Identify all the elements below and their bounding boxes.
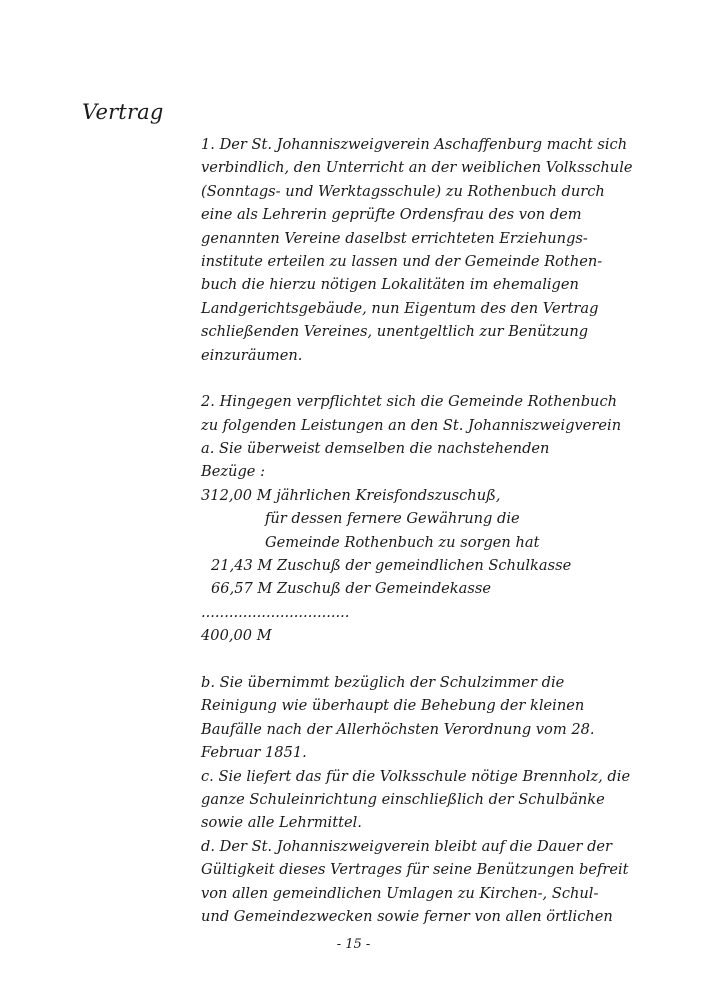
text-line: für dessen fernere Gewährung die xyxy=(265,510,520,528)
text-line: 66,57 M Zuschuß der Gemeindekasse xyxy=(211,580,491,598)
text-line: von allen gemeindlichen Umlagen zu Kirchen-, Schul- xyxy=(201,884,599,902)
text-line: buch die hierzu nötigen Lokalitäten im ehemaligen xyxy=(201,276,579,294)
text-line: (Sonntags- und Werktagsschule) zu Rothenbuch durch xyxy=(201,182,605,200)
text-line: 21,43 M Zuschuß der gemeindlichen Schulkasse xyxy=(211,557,572,575)
text-line: ................................ xyxy=(201,603,350,621)
text-line: genannten Vereine daselbst errichteten Erziehungs- xyxy=(201,229,588,247)
document-title: Vertrag xyxy=(82,100,164,124)
text-line: b. Sie übernimmt bezüglich der Schulzimmer die xyxy=(201,673,565,691)
text-line: zu folgenden Leistungen an den St. Johanniszweigverein xyxy=(201,416,622,434)
text-line: Reinigung wie überhaupt die Behebung der kleinen xyxy=(201,697,585,715)
text-line: eine als Lehrerin geprüfte Ordensfrau des von dem xyxy=(201,206,582,224)
text-line: einzuräumen. xyxy=(201,346,303,364)
text-line: 400,00 M xyxy=(201,627,272,645)
text-line: sowie alle Lehrmittel. xyxy=(201,814,362,832)
text-line: ganze Schuleinrichtung einschließlich der Schulbänke xyxy=(201,790,605,808)
text-line: a. Sie überweist demselben die nachstehenden xyxy=(201,440,550,458)
paragraph-gap xyxy=(201,648,631,671)
text-line: 1. Der St. Johanniszweigverein Aschaffenburg macht sich xyxy=(201,136,628,153)
text-line: Bezüge : xyxy=(201,463,265,481)
text-line: d. Der St. Johanniszweigverein bleibt auf die Dauer der xyxy=(201,837,613,855)
page-number: - 15 - xyxy=(336,937,371,952)
text-line: Februar 1851. xyxy=(201,744,307,762)
text-line: institute erteilen zu lassen und der Gemeinde Rothen- xyxy=(201,252,603,270)
contract-body xyxy=(201,133,631,928)
paragraph-gap xyxy=(201,367,631,390)
text-line: c. Sie liefert das für die Volksschule nötige Brennholz, die xyxy=(201,767,631,785)
text-line: 312,00 M jährlichen Kreisfondszuschuß, xyxy=(201,486,501,504)
text-line: verbindlich, den Unterricht an der weiblichen Volksschule xyxy=(201,159,633,177)
text-line: Gemeinde Rothenbuch zu sorgen hat xyxy=(265,533,540,551)
text-line: Gültigkeit dieses Vertrages für seine Benützungen befreit xyxy=(201,861,629,879)
text-line: Baufälle nach der Allerhöchsten Verordnung vom 28. xyxy=(201,720,595,738)
text-line: Landgerichtsgebäude, nun Eigentum des den Vertrag xyxy=(201,299,599,317)
text-line: und Gemeindezwecken sowie ferner von allen örtlichen xyxy=(201,907,613,925)
text-line: 2. Hingegen verpflichtet sich die Gemeinde Rothenbuch xyxy=(201,393,618,411)
text-line: schließenden Vereines, unentgeltlich zur Benützung xyxy=(201,323,589,341)
